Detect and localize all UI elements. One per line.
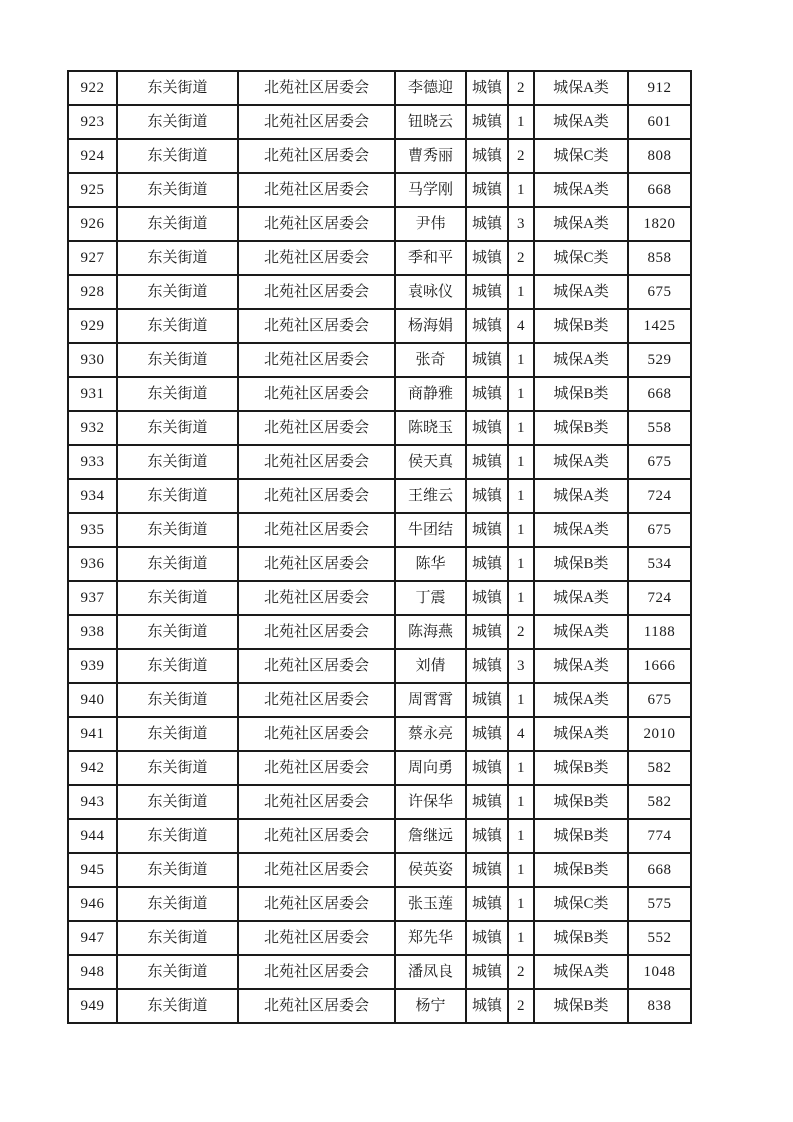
cell-amount: 808 [628,139,691,173]
cell-category: 城保A类 [534,173,628,207]
cell-seq: 928 [68,275,117,309]
cell-category: 城保A类 [534,71,628,105]
table-row [68,751,691,785]
cell-name: 刘倩 [395,649,466,683]
cell-street: 东关街道 [117,139,238,173]
cell-residence: 城镇 [466,717,508,751]
cell-name: 杨海娟 [395,309,466,343]
cell-seq: 926 [68,207,117,241]
cell-street: 东关街道 [117,581,238,615]
cell-community: 北苑社区居委会 [238,275,395,309]
table-row [68,241,691,275]
cell-count: 1 [508,853,534,887]
cell-name: 陈晓玉 [395,411,466,445]
cell-category: 城保A类 [534,479,628,513]
cell-street: 东关街道 [117,309,238,343]
cell-street: 东关街道 [117,343,238,377]
cell-amount: 668 [628,853,691,887]
cell-community: 北苑社区居委会 [238,785,395,819]
cell-name: 曹秀丽 [395,139,466,173]
cell-seq: 942 [68,751,117,785]
cell-street: 东关街道 [117,411,238,445]
cell-street: 东关街道 [117,649,238,683]
cell-residence: 城镇 [466,139,508,173]
table-row [68,105,691,139]
cell-name: 周霄霄 [395,683,466,717]
cell-community: 北苑社区居委会 [238,717,395,751]
cell-count: 1 [508,479,534,513]
cell-name: 丁震 [395,581,466,615]
cell-amount: 724 [628,581,691,615]
cell-residence: 城镇 [466,411,508,445]
cell-name: 陈华 [395,547,466,581]
cell-residence: 城镇 [466,785,508,819]
cell-residence: 城镇 [466,241,508,275]
cell-seq: 929 [68,309,117,343]
table-row [68,309,691,343]
cell-community: 北苑社区居委会 [238,309,395,343]
cell-community: 北苑社区居委会 [238,751,395,785]
cell-amount: 1188 [628,615,691,649]
cell-count: 2 [508,241,534,275]
cell-seq: 933 [68,445,117,479]
table-row [68,887,691,921]
cell-name: 陈海燕 [395,615,466,649]
cell-seq: 941 [68,717,117,751]
table-body [68,71,691,1023]
cell-residence: 城镇 [466,71,508,105]
cell-seq: 937 [68,581,117,615]
cell-name: 周向勇 [395,751,466,785]
cell-residence: 城镇 [466,275,508,309]
cell-count: 2 [508,955,534,989]
cell-residence: 城镇 [466,819,508,853]
cell-community: 北苑社区居委会 [238,615,395,649]
cell-seq: 930 [68,343,117,377]
cell-amount: 582 [628,751,691,785]
cell-community: 北苑社区居委会 [238,649,395,683]
cell-street: 东关街道 [117,921,238,955]
cell-community: 北苑社区居委会 [238,241,395,275]
cell-seq: 945 [68,853,117,887]
cell-count: 1 [508,921,534,955]
cell-street: 东关街道 [117,853,238,887]
cell-community: 北苑社区居委会 [238,479,395,513]
cell-category: 城保C类 [534,241,628,275]
cell-count: 1 [508,513,534,547]
table-row [68,581,691,615]
cell-name: 张玉莲 [395,887,466,921]
cell-amount: 534 [628,547,691,581]
cell-seq: 943 [68,785,117,819]
cell-residence: 城镇 [466,955,508,989]
cell-community: 北苑社区居委会 [238,173,395,207]
cell-amount: 558 [628,411,691,445]
cell-count: 3 [508,207,534,241]
cell-name: 王维云 [395,479,466,513]
cell-seq: 935 [68,513,117,547]
cell-name: 尹伟 [395,207,466,241]
table-row [68,921,691,955]
cell-category: 城保A类 [534,513,628,547]
cell-community: 北苑社区居委会 [238,853,395,887]
cell-amount: 675 [628,513,691,547]
cell-residence: 城镇 [466,547,508,581]
table-row [68,819,691,853]
cell-amount: 582 [628,785,691,819]
cell-count: 1 [508,785,534,819]
cell-count: 1 [508,547,534,581]
cell-category: 城保B类 [534,751,628,785]
cell-category: 城保B类 [534,819,628,853]
cell-community: 北苑社区居委会 [238,819,395,853]
cell-category: 城保A类 [534,649,628,683]
cell-residence: 城镇 [466,581,508,615]
cell-seq: 931 [68,377,117,411]
cell-count: 1 [508,411,534,445]
cell-category: 城保B类 [534,989,628,1023]
cell-seq: 932 [68,411,117,445]
cell-name: 詹继远 [395,819,466,853]
cell-community: 北苑社区居委会 [238,411,395,445]
cell-street: 东关街道 [117,173,238,207]
cell-count: 2 [508,71,534,105]
cell-amount: 575 [628,887,691,921]
cell-count: 1 [508,275,534,309]
cell-category: 城保A类 [534,955,628,989]
cell-street: 东关街道 [117,955,238,989]
cell-street: 东关街道 [117,71,238,105]
cell-community: 北苑社区居委会 [238,343,395,377]
table-row [68,513,691,547]
cell-name: 季和平 [395,241,466,275]
cell-amount: 2010 [628,717,691,751]
table-row [68,173,691,207]
cell-street: 东关街道 [117,275,238,309]
cell-seq: 922 [68,71,117,105]
cell-count: 1 [508,751,534,785]
cell-seq: 936 [68,547,117,581]
table-row [68,547,691,581]
cell-name: 蔡永亮 [395,717,466,751]
cell-amount: 675 [628,683,691,717]
cell-name: 郑先华 [395,921,466,955]
cell-community: 北苑社区居委会 [238,955,395,989]
cell-seq: 925 [68,173,117,207]
cell-amount: 774 [628,819,691,853]
cell-seq: 927 [68,241,117,275]
cell-seq: 939 [68,649,117,683]
table-row [68,649,691,683]
cell-count: 2 [508,989,534,1023]
cell-amount: 529 [628,343,691,377]
cell-seq: 924 [68,139,117,173]
cell-seq: 934 [68,479,117,513]
cell-count: 4 [508,309,534,343]
cell-amount: 668 [628,173,691,207]
cell-amount: 675 [628,445,691,479]
cell-street: 东关街道 [117,547,238,581]
cell-category: 城保A类 [534,445,628,479]
cell-community: 北苑社区居委会 [238,513,395,547]
cell-street: 东关街道 [117,241,238,275]
cell-community: 北苑社区居委会 [238,105,395,139]
cell-community: 北苑社区居委会 [238,71,395,105]
cell-street: 东关街道 [117,819,238,853]
table-row [68,377,691,411]
table-row [68,479,691,513]
cell-street: 东关街道 [117,751,238,785]
cell-community: 北苑社区居委会 [238,547,395,581]
cell-street: 东关街道 [117,479,238,513]
cell-count: 1 [508,445,534,479]
cell-seq: 944 [68,819,117,853]
cell-street: 东关街道 [117,445,238,479]
cell-name: 侯天真 [395,445,466,479]
benefits-table [67,70,692,1024]
cell-category: 城保A类 [534,683,628,717]
cell-street: 东关街道 [117,717,238,751]
cell-residence: 城镇 [466,853,508,887]
cell-count: 3 [508,649,534,683]
cell-residence: 城镇 [466,649,508,683]
cell-residence: 城镇 [466,615,508,649]
cell-residence: 城镇 [466,445,508,479]
cell-seq: 948 [68,955,117,989]
cell-category: 城保A类 [534,615,628,649]
table-row [68,683,691,717]
cell-amount: 724 [628,479,691,513]
cell-category: 城保B类 [534,785,628,819]
cell-count: 1 [508,377,534,411]
table-row [68,785,691,819]
cell-count: 1 [508,343,534,377]
cell-category: 城保B类 [534,411,628,445]
cell-amount: 1425 [628,309,691,343]
cell-community: 北苑社区居委会 [238,683,395,717]
cell-count: 2 [508,615,534,649]
cell-residence: 城镇 [466,207,508,241]
cell-category: 城保B类 [534,853,628,887]
cell-residence: 城镇 [466,887,508,921]
cell-street: 东关街道 [117,105,238,139]
cell-community: 北苑社区居委会 [238,581,395,615]
cell-name: 牛团结 [395,513,466,547]
cell-residence: 城镇 [466,309,508,343]
table-row [68,989,691,1023]
cell-count: 4 [508,717,534,751]
cell-name: 钮晓云 [395,105,466,139]
cell-count: 1 [508,887,534,921]
cell-category: 城保A类 [534,275,628,309]
cell-community: 北苑社区居委会 [238,207,395,241]
cell-name: 李德迎 [395,71,466,105]
cell-name: 张奇 [395,343,466,377]
cell-name: 马学刚 [395,173,466,207]
cell-residence: 城镇 [466,989,508,1023]
cell-count: 1 [508,173,534,207]
table-row [68,411,691,445]
cell-residence: 城镇 [466,751,508,785]
cell-category: 城保A类 [534,105,628,139]
cell-amount: 675 [628,275,691,309]
cell-community: 北苑社区居委会 [238,445,395,479]
table-row [68,139,691,173]
table-row [68,207,691,241]
cell-name: 袁咏仪 [395,275,466,309]
cell-street: 东关街道 [117,887,238,921]
table-row [68,717,691,751]
cell-amount: 601 [628,105,691,139]
cell-street: 东关街道 [117,207,238,241]
cell-count: 2 [508,139,534,173]
cell-residence: 城镇 [466,105,508,139]
cell-category: 城保C类 [534,887,628,921]
cell-street: 东关街道 [117,785,238,819]
table-row [68,275,691,309]
cell-seq: 946 [68,887,117,921]
cell-name: 侯英姿 [395,853,466,887]
cell-residence: 城镇 [466,343,508,377]
cell-community: 北苑社区居委会 [238,139,395,173]
cell-name: 潘凤良 [395,955,466,989]
cell-category: 城保A类 [534,343,628,377]
cell-count: 1 [508,105,534,139]
cell-name: 杨宁 [395,989,466,1023]
cell-amount: 1048 [628,955,691,989]
table-row [68,71,691,105]
cell-amount: 858 [628,241,691,275]
cell-residence: 城镇 [466,173,508,207]
cell-community: 北苑社区居委会 [238,989,395,1023]
cell-category: 城保A类 [534,581,628,615]
cell-amount: 668 [628,377,691,411]
cell-seq: 947 [68,921,117,955]
cell-community: 北苑社区居委会 [238,887,395,921]
cell-residence: 城镇 [466,479,508,513]
cell-residence: 城镇 [466,377,508,411]
table-row [68,853,691,887]
table-row [68,445,691,479]
table-row [68,955,691,989]
cell-street: 东关街道 [117,683,238,717]
cell-street: 东关街道 [117,615,238,649]
cell-residence: 城镇 [466,513,508,547]
cell-amount: 1666 [628,649,691,683]
cell-name: 商静雅 [395,377,466,411]
cell-seq: 940 [68,683,117,717]
table-row [68,343,691,377]
cell-count: 1 [508,581,534,615]
cell-seq: 923 [68,105,117,139]
cell-category: 城保B类 [534,309,628,343]
cell-category: 城保A类 [534,207,628,241]
cell-amount: 552 [628,921,691,955]
cell-category: 城保B类 [534,377,628,411]
cell-category: 城保B类 [534,921,628,955]
cell-street: 东关街道 [117,513,238,547]
cell-residence: 城镇 [466,683,508,717]
cell-name: 许保华 [395,785,466,819]
cell-seq: 949 [68,989,117,1023]
cell-street: 东关街道 [117,377,238,411]
cell-residence: 城镇 [466,921,508,955]
cell-count: 1 [508,683,534,717]
cell-community: 北苑社区居委会 [238,377,395,411]
cell-category: 城保C类 [534,139,628,173]
cell-category: 城保A类 [534,717,628,751]
cell-amount: 838 [628,989,691,1023]
cell-street: 东关街道 [117,989,238,1023]
cell-amount: 912 [628,71,691,105]
table-row [68,615,691,649]
cell-community: 北苑社区居委会 [238,921,395,955]
cell-category: 城保B类 [534,547,628,581]
cell-amount: 1820 [628,207,691,241]
cell-seq: 938 [68,615,117,649]
cell-count: 1 [508,819,534,853]
